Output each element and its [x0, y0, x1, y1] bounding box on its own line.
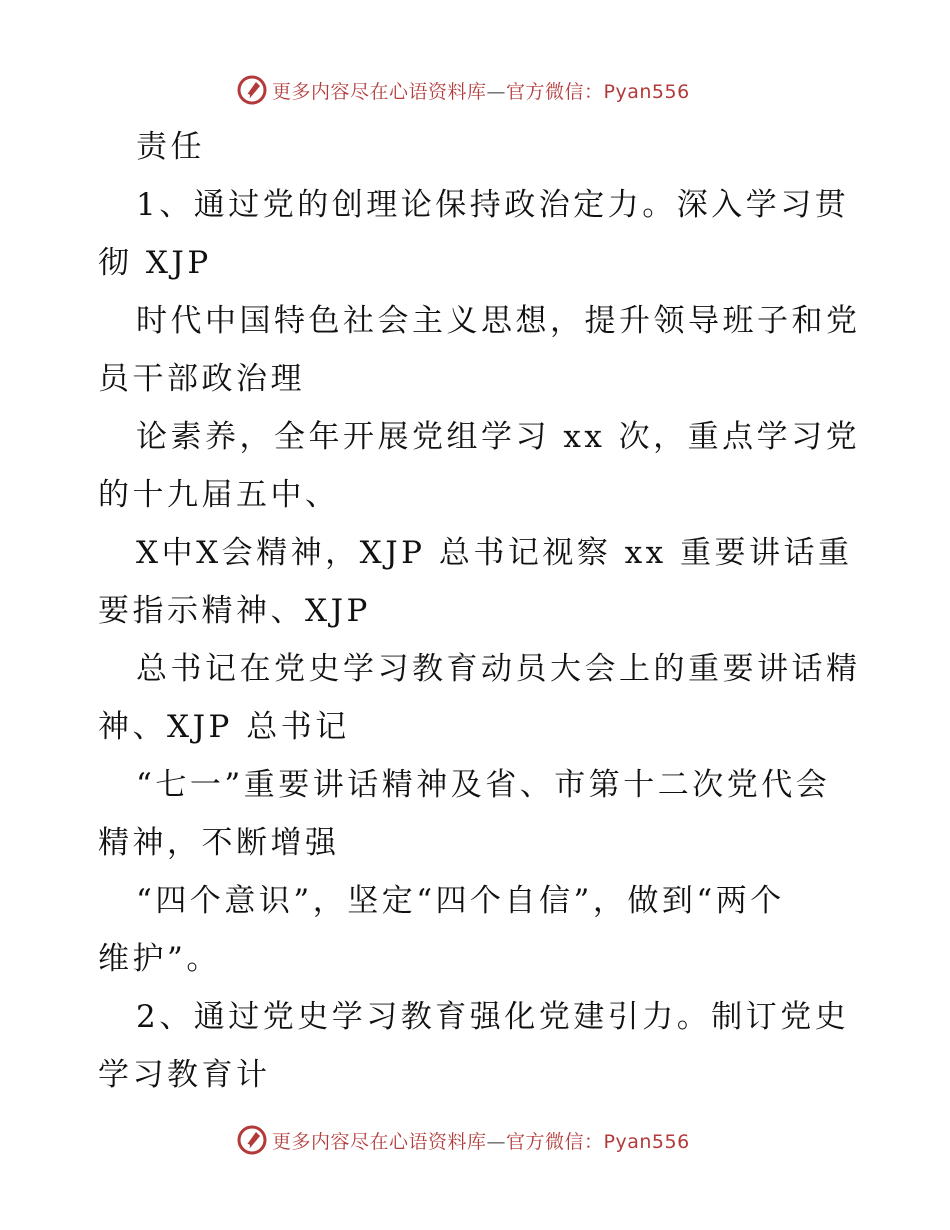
text-line: “七一”重要讲话精神及省、市第十二次党代会	[136, 767, 831, 803]
document-body	[98, 118, 868, 1104]
watermark-account: 官方微信：Pyan556	[506, 1130, 690, 1153]
text-line: 总书记在党史学习教育动员大会上的重要讲话精	[136, 651, 861, 687]
text-line: 神、XJP 总书记	[98, 709, 350, 745]
watermark-account: 官方微信：Pyan556	[506, 80, 690, 103]
text-line: 论素养，全年开展党组学习 xx 次，重点学习党	[136, 419, 861, 455]
watermark-separator: —	[486, 80, 507, 103]
text-line: 时代中国特色社会主义思想，提升领导班子和党	[136, 303, 861, 339]
watermark-separator: —	[486, 1130, 507, 1153]
text-line: 的十九届五中、	[98, 477, 340, 513]
header-watermark	[236, 72, 690, 108]
watermark-brand: 更多内容尽在心语资料库	[272, 80, 487, 103]
text-line: X中X会精神，XJP 总书记视察 xx 重要讲话重	[136, 535, 853, 571]
watermark-brand: 更多内容尽在心语资料库	[272, 1130, 487, 1153]
text-line: 责任	[136, 129, 205, 165]
text-line: 精神，不断增强	[98, 825, 340, 861]
text-line: 要指示精神、XJP	[98, 593, 371, 629]
text-line: 维护”。	[98, 941, 221, 977]
text-line: 学习教育计	[98, 1057, 271, 1093]
footer-watermark	[236, 1122, 690, 1158]
text-line: 2、通过党史学习教育强化党建引力。制订党史	[136, 999, 850, 1035]
text-line: “四个意识”，坚定“四个自信”，做到“两个	[136, 883, 785, 919]
pen-nib-logo-icon	[236, 74, 268, 106]
text-line: 员干部政治理	[98, 361, 305, 397]
text-line: 1、通过党的创理论保持政治定力。深入学习贯	[136, 187, 850, 223]
text-line: 彻 XJP	[98, 245, 212, 281]
pen-nib-logo-icon	[236, 1124, 268, 1156]
